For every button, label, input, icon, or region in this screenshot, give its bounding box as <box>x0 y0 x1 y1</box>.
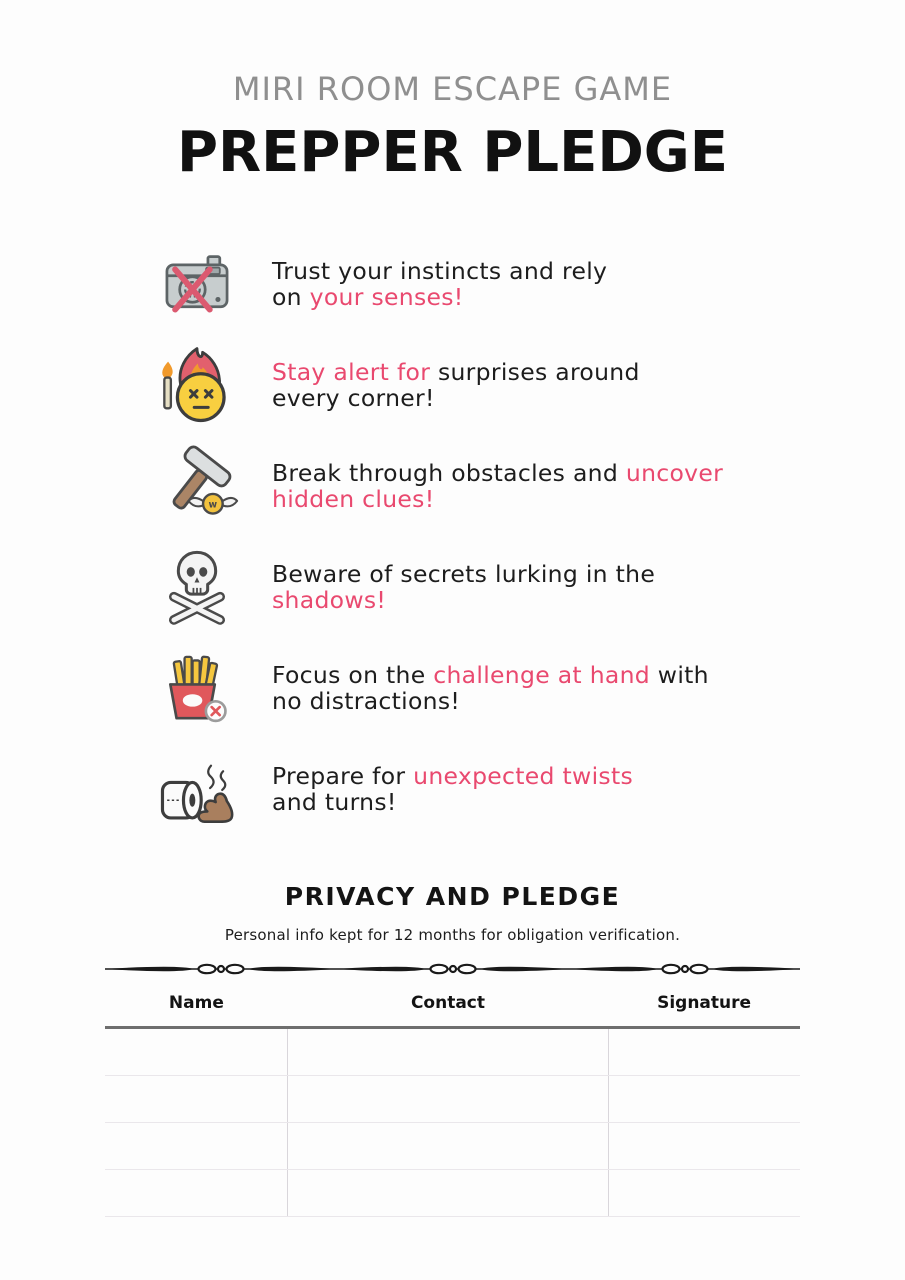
privacy-note: Personal info kept for 12 months for obligation verification. <box>224 926 681 944</box>
toilet-paper-poop-icon <box>150 747 244 831</box>
pledge-item-text: Prepare for unexpected twists and turns! <box>272 761 633 816</box>
pledge-item <box>150 645 905 731</box>
pledge-item <box>150 746 905 832</box>
hammer-winged-coin-icon <box>150 444 244 528</box>
signup-table-header-row <box>105 985 800 1028</box>
ornamental-divider <box>0 961 905 981</box>
column-header-signature: Signature <box>608 985 800 1028</box>
pledge-list <box>150 241 905 832</box>
signup-cell-name <box>105 1028 288 1076</box>
pledge-item-text: Stay alert for surprises around every corner! <box>272 357 640 412</box>
signup-cell-contact <box>288 1123 608 1170</box>
pledge-item-text: Break through obstacles and uncover hidden clues! <box>272 458 724 513</box>
no-fries-icon <box>150 648 244 728</box>
table-row <box>105 1028 800 1076</box>
signup-cell-contact <box>288 1076 608 1123</box>
privacy-heading: PRIVACY AND PLEDGE <box>284 882 621 911</box>
signup-cell-name <box>105 1170 288 1217</box>
svg-text:w: w <box>208 499 218 511</box>
burning-match-dizzy-face-icon <box>150 343 244 427</box>
signup-table-body <box>105 1028 800 1217</box>
signup-cell-name <box>105 1123 288 1170</box>
signup-cell-signature <box>608 1028 800 1076</box>
signup-cell-signature <box>608 1170 800 1217</box>
column-header-contact: Contact <box>288 985 608 1028</box>
signup-table <box>105 985 800 1217</box>
pledge-item <box>150 241 905 327</box>
table-row <box>105 1076 800 1123</box>
no-photos-camera-icon <box>150 243 244 325</box>
signup-cell-signature <box>608 1076 800 1123</box>
signup-cell-name <box>105 1076 288 1123</box>
pledge-item-text: Focus on the challenge at hand with no distractions! <box>272 660 709 715</box>
pledge-item-text: Trust your instincts and rely on your senses! <box>272 256 608 311</box>
signup-cell-contact <box>288 1170 608 1217</box>
pledge-item <box>150 342 905 428</box>
signup-cell-signature <box>608 1123 800 1170</box>
page-title: PREPPER PLEDGE <box>176 120 729 185</box>
pledge-item <box>150 443 905 529</box>
signup-cell-contact <box>288 1028 608 1076</box>
table-row <box>105 1170 800 1217</box>
privacy-section <box>0 882 905 1217</box>
table-row <box>105 1123 800 1170</box>
header-subtitle: MIRI ROOM ESCAPE GAME <box>232 70 673 108</box>
column-header-name: Name <box>105 985 288 1028</box>
pledge-item <box>150 544 905 630</box>
skull-crossbones-icon <box>150 547 244 627</box>
pledge-item-text: Beware of secrets lurking in the shadows! <box>272 559 656 614</box>
